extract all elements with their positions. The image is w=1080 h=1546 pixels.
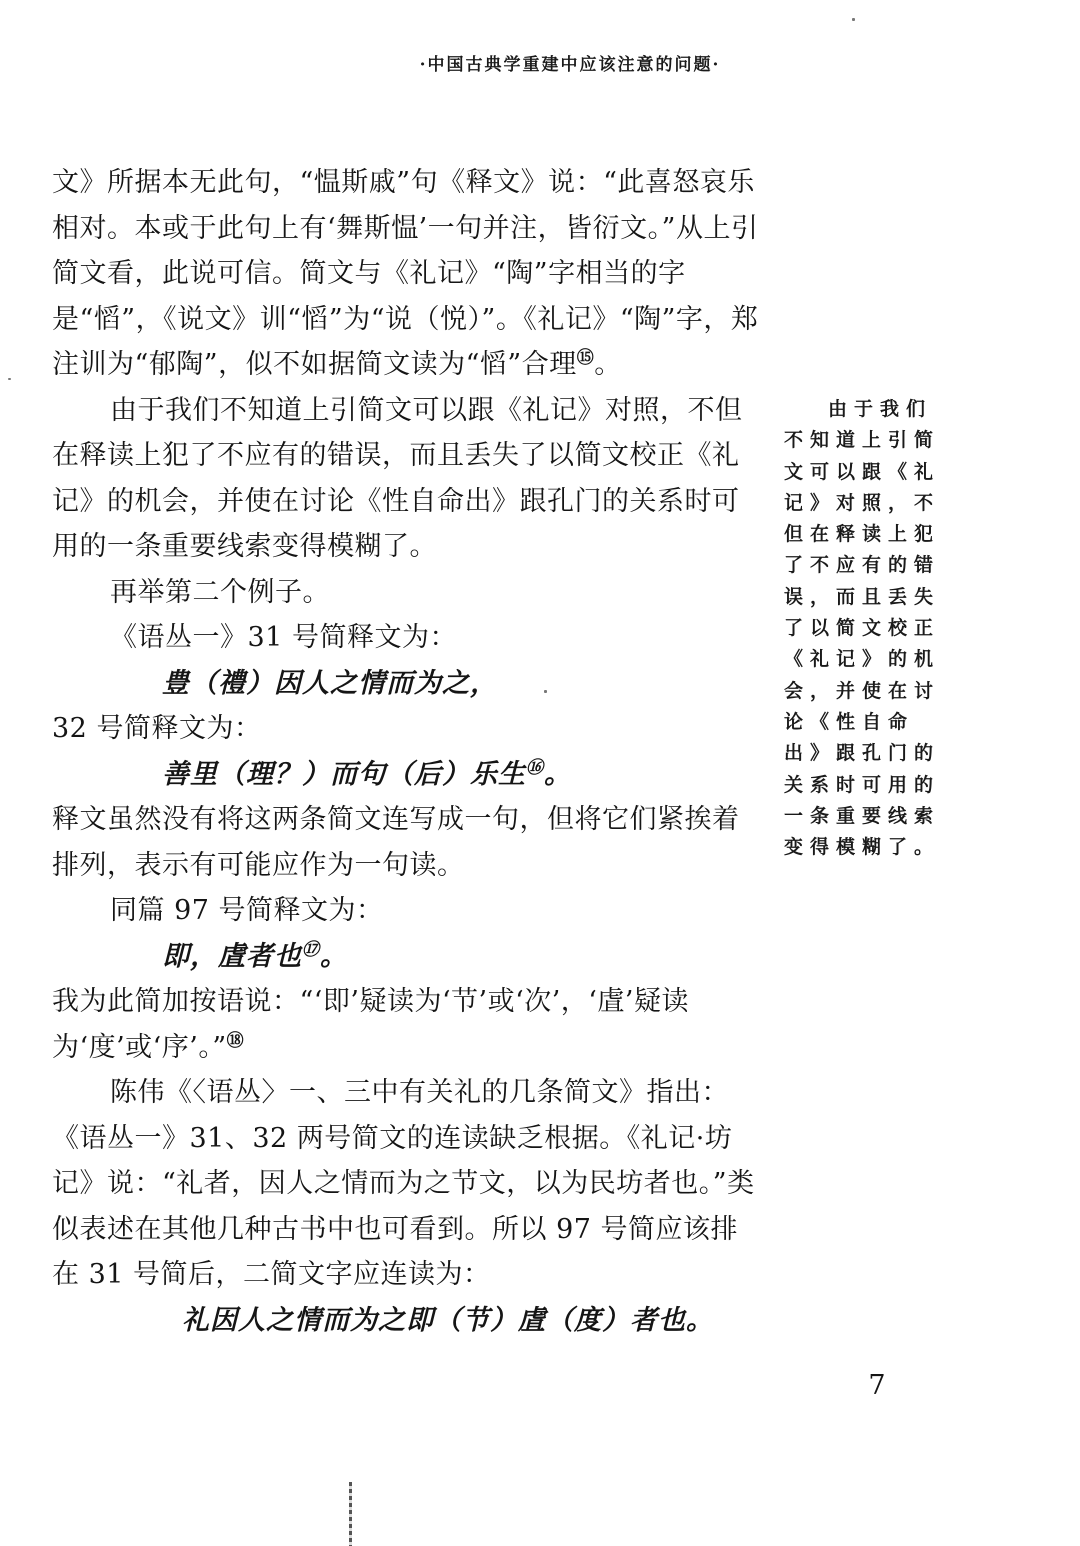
quote-slip-32-text: 善里（理？）而句（后）乐生 — [162, 758, 526, 790]
paragraph-7: 同篇 97 号简释文为： — [110, 895, 384, 926]
quote-combined-reading: 礼因人之情而为之即（节）虘（度）者也。 — [182, 1304, 714, 1336]
scan-speck-left — [8, 378, 11, 380]
footnote-ref-18: ⑱ — [226, 1030, 245, 1051]
main-text — [52, 160, 764, 1343]
page-number: 7 — [868, 1370, 886, 1401]
margin-note-text: 由于我们不知道上引简文可以跟《礼记》对照，不但在释读上犯了不应有的错误，而且丢失了以简文校正《礼记》的机会，并使在讨论《性自命出》跟孔门的关系时可用的一条重要线索变得模糊了。 — [784, 398, 941, 859]
quote-slip-31: 豊（禮）因人之情而为之， — [162, 667, 498, 699]
quote-slip-97-text: 即，虘者也 — [162, 940, 302, 972]
running-header: ·中国古典学重建中应该注意的问题· — [419, 55, 721, 75]
paragraph-9: 陈伟《〈语丛〉一、三中有关礼的几条简文》指出：《语丛一》31、32 两号简文的连读缺乏根据。《礼记·坊记》说：“礼者，因人之情而为之节文，以为民坊者也。”类似表述在其他几种古书中也可看到。所以 97 号简应该排在 31 号简后，二简文字应连读为： — [52, 1077, 755, 1290]
paragraph-6: 释文虽然没有将这两条简文连写成一句，但将它们紧挨着排列，表示有可能应作为一句读。 — [52, 804, 740, 881]
quote-slip-97-end: 。 — [320, 940, 348, 972]
scan-speck-mid — [544, 690, 547, 693]
paragraph-2: 由于我们不知道上引简文可以跟《礼记》对照，不但在释读上犯了不应有的错误，而且丢失了以简文校正《礼记》的机会，并使在讨论《性自命出》跟孔门的关系时可用的一条重要线索变得模糊了。 — [52, 394, 743, 562]
paragraph-8-text: 我为此简加按语说：“‘即’疑读为‘节’或‘次’，‘虘’疑读为‘度’或‘序’。” — [52, 986, 689, 1063]
paragraph-8 — [52, 979, 764, 1070]
scan-speck-top-right — [852, 18, 855, 21]
paragraph-4: 《语丛一》31 号简释文为： — [110, 622, 457, 653]
paragraph-1-text: 文》所据本无此句，“愠斯戚”句《释文》说：“此喜怒哀乐相对。本或于此句上有‘舞斯愠’一句并注，皆衍文。”从上引简文看，此说可信。简文与《礼记》“陶”字相当的字是“慆”，《说文》训“慆”为“说（悦）”。《礼记》“陶”字，郑注训为“郁陶”，似不如据简文读为“慆”合理 — [52, 167, 759, 380]
quote-slip-32 — [52, 752, 764, 798]
quote-slip-32-end: 。 — [544, 758, 572, 790]
margin-note — [784, 394, 952, 863]
paragraph-1 — [52, 160, 764, 388]
paragraph-1-end: 。 — [594, 349, 622, 380]
quote-slip-97 — [52, 934, 764, 980]
footnote-ref-16: ⑯ — [526, 757, 544, 778]
paragraph-3: 再举第二个例子。 — [110, 576, 330, 608]
paragraph-5: 32 号简释文为： — [52, 713, 262, 744]
footnote-ref-15: ⑮ — [576, 348, 595, 368]
binding-edge-mark — [349, 1482, 352, 1546]
footnote-ref-17: ⑰ — [302, 939, 320, 960]
